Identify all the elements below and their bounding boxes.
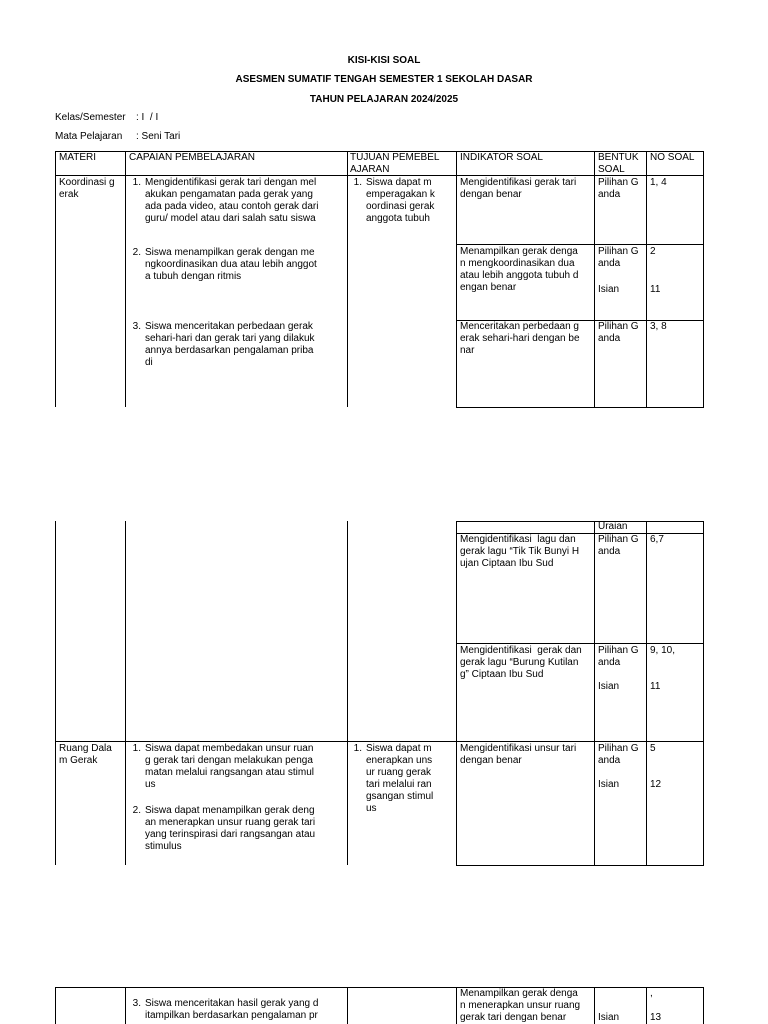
- bentuk-cell: Pilihan G anda: [598, 177, 639, 200]
- list-item: [129, 805, 343, 855]
- bentuk-cell: Pilihan G anda: [598, 246, 639, 269]
- no-soal-cell: 5: [650, 743, 656, 754]
- indikator-cell: Mengidentifikasi lagu dan gerak lagu “Tik Tik Bunyi H ujan Ciptaan Ibu Sud: [460, 534, 580, 569]
- indikator-cell: Menampilkan gerak denga n menerapkan unsur ruang gerak tari dengan benar: [460, 988, 581, 1023]
- list-item: [350, 177, 454, 227]
- no-soal-cell: 6,7: [650, 534, 664, 545]
- no-soal-cell: 13: [650, 1012, 662, 1023]
- list-number: 1.: [132, 177, 141, 188]
- academic-year: TAHUN PELAJARAN 2024/2025: [309, 94, 459, 105]
- kelas-value: : I / I: [136, 112, 159, 123]
- indikator-cell: Mengidentifikasi gerak tari dengan benar: [460, 177, 577, 200]
- list-text: Siswa menampilkan gerak dengan me ngkoordinasikan dua atau lebih anggot a tubuh dengan ritmis: [145, 247, 317, 282]
- no-soal-cell: 1, 4: [650, 177, 667, 188]
- list-text: Siswa dapat m enerapkan uns ur ruang gerak tari melalui ran gsangan stimul us: [366, 743, 434, 814]
- no-soal-cell: 11: [650, 681, 661, 692]
- list-number: 1.: [353, 177, 362, 188]
- indikator-cell: Menceritakan perbedaan g erak sehari-hari dengan be nar: [460, 321, 580, 356]
- materi-cell: Ruang Dala m Gerak: [59, 743, 112, 766]
- list-text: Siswa menceritakan hasil gerak yang d itampilkan berdasarkan pengalaman pr: [145, 998, 319, 1021]
- list-number: 1.: [132, 743, 141, 754]
- bentuk-cell: Pilihan G anda: [598, 534, 639, 557]
- no-soal-cell: 3, 8: [650, 321, 667, 332]
- col-header-indikator: INDIKATOR SOAL: [460, 152, 543, 163]
- list-item: [129, 321, 343, 371]
- bentuk-cell: Pilihan G anda: [598, 645, 639, 668]
- indikator-cell: Mengidentifikasi gerak dan gerak lagu “Burung Kutilan g” Ciptaan Ibu Sud: [460, 645, 582, 680]
- col-header-tp: TUJUAN PEMEBEL AJARAN: [350, 152, 440, 175]
- bentuk-cell: Isian: [598, 284, 620, 295]
- no-soal-cell: 2: [650, 246, 656, 257]
- document-subtitle: ASESMEN SUMATIF TENGAH SEMESTER 1 SEKOLAH DASAR: [235, 74, 533, 85]
- bentuk-cell: Uraian: [598, 521, 628, 532]
- col-header-bentuk: BENTUK SOAL: [598, 152, 639, 175]
- list-text: Siswa dapat menampilkan gerak deng an menerapkan unsur ruang gerak tari yang terinspirasi dari rangsangan atau stimulus: [145, 805, 316, 852]
- list-item: [129, 743, 343, 793]
- list-item: [129, 247, 343, 287]
- list-number: 2.: [132, 247, 141, 258]
- list-text: Siswa menceritakan perbedaan gerak sehari-hari dan gerak tari yang dilakuk annya berdasarkan pengalaman priba di: [145, 321, 315, 368]
- col-header-materi: MATERI: [59, 152, 97, 163]
- no-soal-cell: ,: [650, 988, 653, 999]
- indikator-cell: Menampilkan gerak denga n mengkoordinasikan dua atau lebih anggota tubuh d engan benar: [460, 246, 579, 293]
- kelas-label: Kelas/Semester: [55, 112, 126, 123]
- bentuk-cell: Isian: [598, 681, 620, 692]
- list-item: [129, 998, 343, 1024]
- no-soal-cell: 9, 10,: [650, 645, 676, 656]
- list-text: Siswa dapat m emperagakan k oordinasi gerak anggota tubuh: [366, 177, 435, 224]
- bentuk-cell: Isian: [598, 779, 620, 790]
- list-item: [350, 743, 454, 817]
- no-soal-cell: 11: [650, 284, 661, 295]
- list-text: Siswa dapat membedakan unsur ruan g gerak tari dengan melakukan penga matan melalui rangsangan atau stimul us: [145, 743, 314, 790]
- list-number: 3.: [132, 998, 141, 1009]
- list-number: 2.: [132, 805, 141, 816]
- list-number: 1.: [353, 743, 362, 754]
- document-title: KISI-KISI SOAL: [347, 55, 421, 66]
- bentuk-cell: Pilihan G anda: [598, 743, 639, 766]
- list-item: [129, 177, 343, 227]
- materi-cell: Koordinasi g erak: [59, 177, 115, 200]
- bentuk-cell: Isian: [598, 1012, 620, 1023]
- no-soal-cell: 12: [650, 779, 662, 790]
- col-header-no: NO SOAL: [650, 152, 695, 163]
- mapel-value: : Seni Tari: [136, 131, 181, 142]
- col-header-cp: CAPAIAN PEMBELAJARAN: [129, 152, 255, 163]
- indikator-cell: Mengidentifikasi unsur tari dengan benar: [460, 743, 577, 766]
- list-text: Mengidentifikasi gerak tari dengan mel akukan pengamatan pada gerak yang ada pada video, atau contoh gerak dari guru/ model atau dari salah satu siswa: [145, 177, 319, 224]
- list-number: 3.: [132, 321, 141, 332]
- bentuk-cell: Pilihan G anda: [598, 321, 639, 344]
- mapel-label: Mata Pelajaran: [55, 131, 123, 142]
